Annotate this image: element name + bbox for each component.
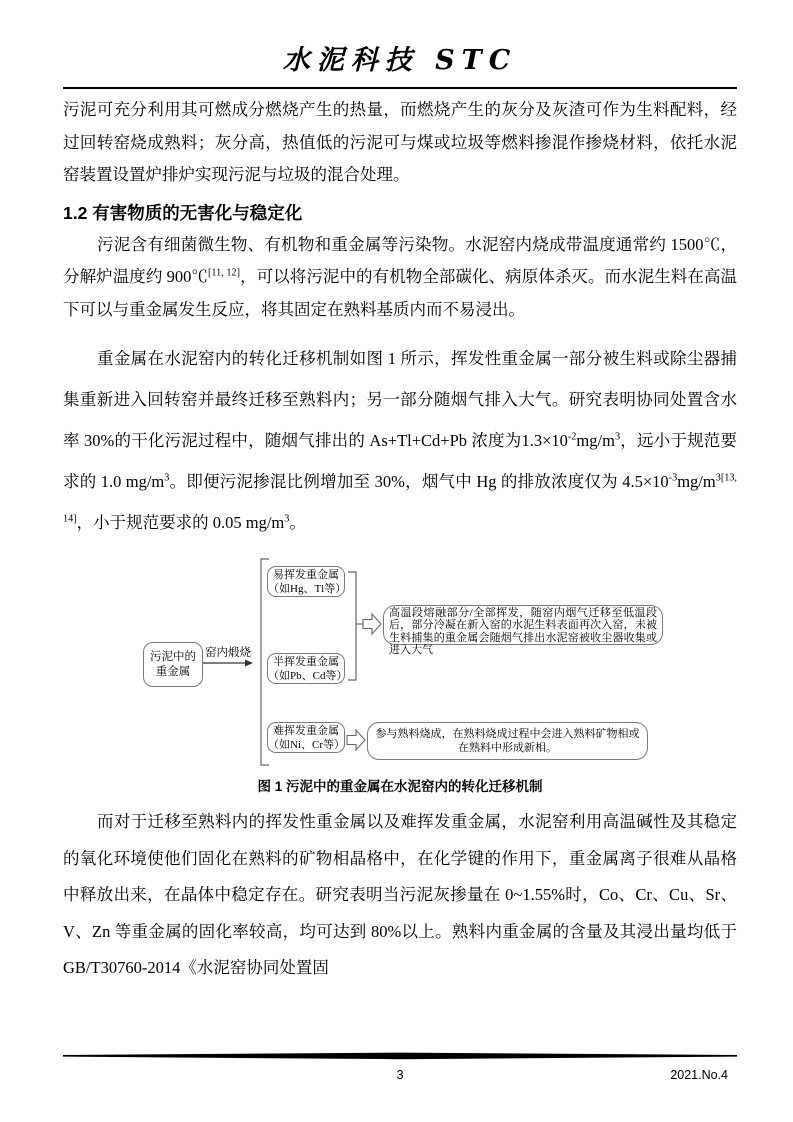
issue-label: 2021.No.4 [670, 1068, 728, 1082]
header-rule [63, 87, 737, 89]
figure-node-non-volatile [267, 722, 345, 753]
figure-node-volatile-outcome: 高温段熔融部分/全部挥发，随窑内烟气迁移至低温段后，部分冷凝在新入窑的水泥生料表面再次入窑，未被生料捕集的重金属会随烟气排出水泥窑被收尘器收集或进入大气 [383, 605, 663, 645]
section-heading-1-2: 1.2 有害物质的无害化与稳定化 [63, 202, 303, 223]
page-number: 3 [396, 1068, 404, 1082]
figure-node-source-line1: 污泥中的 [150, 651, 196, 663]
figure-1-caption: 图 1 污泥中的重金属在水泥窑内的转化迁移机制 [257, 779, 543, 794]
category-name: 半挥发重金属 [273, 656, 339, 668]
figure-node-semi-volatile [267, 653, 348, 684]
figure-node-source [143, 642, 203, 687]
figure-process-label: 窑内煅烧 [205, 647, 251, 659]
kiln-arrowhead-icon [245, 660, 253, 667]
page-footer [63, 1047, 737, 1083]
figure-1-diagram [63, 557, 737, 769]
figure-node-nonvolatile-outcome: 参与熟料烧成，在熟料烧成过程中会进入熟料矿物相或在熟料中形成新相。 [367, 722, 648, 760]
category-examples: （如Hg、Tl等） [268, 582, 347, 595]
paragraph-sludge-fuel: 污泥可充分利用其可燃成分燃烧产生的热量，而燃烧产生的灰分及灰渣可作为生料配料，经过回转窑烧成熟料；灰分高，热值低的污泥可与煤或垃圾等燃料掺混作掺烧材料，依托水泥窑装置设置炉排炉实现污泥与垃圾的混合处理。 [63, 100, 737, 184]
category-examples: （如Ni、Cr等） [268, 738, 345, 751]
figure-node-source-line2: 重金属 [155, 666, 191, 678]
figure-node-easily-volatile [267, 566, 345, 597]
footer-rule [63, 1052, 737, 1060]
footer-row [63, 1067, 737, 1083]
right-bracket-icon [348, 572, 356, 680]
paragraph-harmless-stabilization: 污泥含有细菌微生物、有机物和重金属等污染物。水泥窑内烧成带温度通常约 1500℃，分解炉温度约 900℃[11, 12]，可以将污泥中的有机物全部碳化、病原体杀灭。而水泥生料在高温下可以与重金属发生反应，将其固定在熟料基质内而不易浸出。 [63, 234, 738, 319]
category-examples: （如Pb、Cd等） [268, 669, 348, 682]
hollow-arrow-bottom-icon [347, 730, 365, 750]
hollow-arrow-top-icon [363, 614, 381, 634]
category-name: 难挥发重金属 [273, 725, 339, 737]
page-content [63, 0, 737, 987]
category-name: 易挥发重金属 [273, 569, 339, 581]
paragraph-migration-mechanism: 重金属在水泥窑内的转化迁移机制如图 1 所示，挥发性重金属一部分被生料或除尘器捕集重新进入回转窑并最终迁移至熟料内；另一部分随烟气排入大气。研究表明协同处置含水率 30%的干化污泥过程中，随烟气排出的 As+Tl+Cd+Pb 浓度为$1.3\times 10^{-2}mg/m^3$，远小于规范要求的 1.0 $mg/m^3$。即便污泥掺混比例增加至 30%，烟气中 Hg 的排放浓度仅为 $4.5\times 10^{-3}mg/m^{3[13, 14]}$，小于规范要求的 0.05 $mg/m^3$。 [63, 349, 737, 532]
journal-title: 水泥科技 STC [282, 45, 518, 76]
paragraph-solidification: 而对于迁移至熟料内的挥发性重金属以及难挥发重金属，水泥窑利用高温碱性及其稳定的氧化环境使他们固化在熟料的矿物相晶格中，在化学键的作用下，重金属离子很难从晶格中释放出来，在晶体中稳定存在。研究表明当污泥灰掺量在 0~1.55%时，Co、Cr、Cu、Sr、V、Zn 等重金属的固化率较高，均可达到 80%以上。熟料内重金属的含量及其浸出量均低于 GB/T30760-2014《水泥窑协同处置固 [63, 812, 737, 977]
